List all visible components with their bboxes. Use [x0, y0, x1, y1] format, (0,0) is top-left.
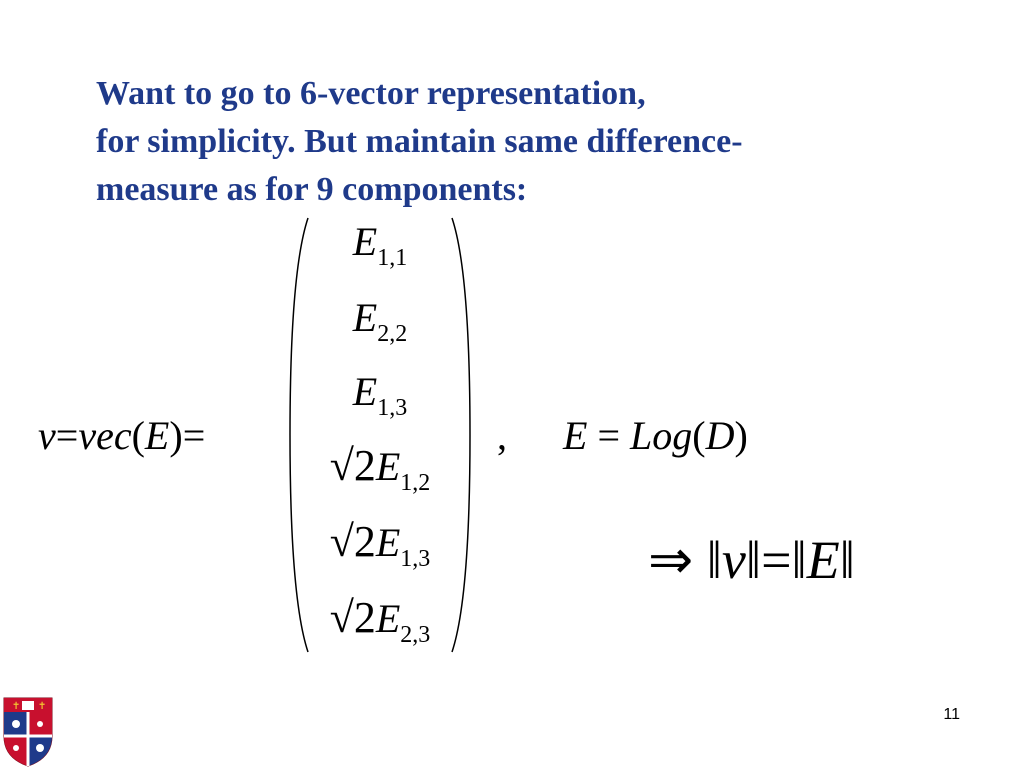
svg-text:✝: ✝	[12, 701, 21, 712]
right-paren: )	[169, 413, 183, 458]
norm-bar-mid: ‖	[745, 530, 762, 590]
equals-sign: =	[597, 413, 620, 458]
svg-text:✝: ✝	[38, 701, 47, 712]
right-paren: )	[734, 413, 748, 458]
title-line-2: for simplicity. But maintain same difference-	[96, 123, 743, 160]
e-symbol: E	[144, 413, 170, 458]
sqrt-two: √2	[329, 517, 376, 566]
matrix-entry-sqrt2-e13: $√2E_{1,3}$	[329, 517, 431, 572]
slide-title	[96, 70, 743, 214]
equals-sign-2: =	[182, 413, 206, 458]
equals-sign: =	[761, 530, 792, 590]
comma-separator: ,	[497, 413, 507, 458]
vec-equation-lhs	[38, 412, 205, 459]
page-number: 11	[943, 706, 960, 723]
e-symbol: E	[806, 530, 840, 590]
log-function: Log	[630, 413, 693, 458]
norm-bar-right: ‖	[839, 530, 855, 590]
university-crest-icon	[0, 696, 56, 768]
vec-function: vec	[78, 413, 132, 458]
norm-bar-mid-2: ‖	[791, 530, 807, 590]
norm-equation	[648, 528, 855, 591]
sqrt-two: √2	[329, 593, 376, 642]
norm-bar-left: ‖	[706, 530, 722, 590]
matrix-entry-sqrt2-e23: $√2E_{2,3}$	[329, 593, 431, 648]
implies-icon: ⇒	[648, 530, 694, 590]
title-line-3: measure as for 9 components:	[96, 171, 528, 208]
left-paren: (	[692, 413, 706, 458]
sqrt-two: √2	[329, 441, 376, 490]
title-line-1: Want to go to 6-vector representation,	[96, 75, 646, 112]
d-symbol: D	[705, 413, 735, 458]
left-paren: (	[131, 413, 145, 458]
e-symbol: E	[563, 413, 588, 458]
vector-matrix	[286, 212, 474, 658]
v-symbol: v	[721, 530, 746, 590]
log-equation	[563, 412, 748, 459]
matrix-entry-sqrt2-e12: $√2E_{1,2}$	[329, 441, 431, 496]
v-symbol: v	[38, 413, 56, 458]
matrix-entry-e13: $E_{1,3}$	[352, 369, 408, 421]
equals-sign: =	[55, 413, 79, 458]
matrix-entry-e11: $E_{1,1}$	[352, 219, 408, 271]
matrix-entry-e22: $E_{2,2}$	[352, 295, 408, 347]
